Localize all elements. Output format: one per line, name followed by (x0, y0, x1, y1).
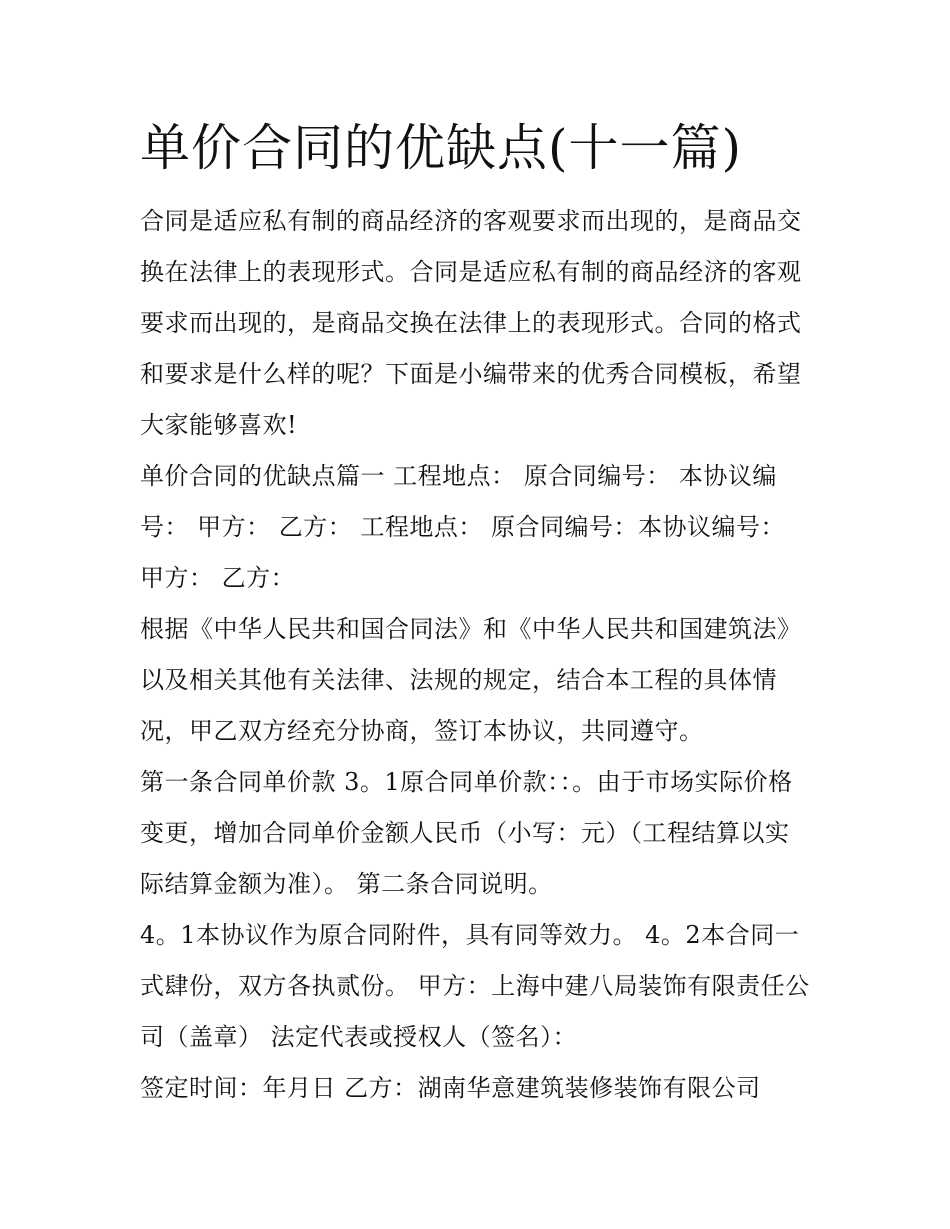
document-title: 单价合同的优缺点(十一篇) (140, 119, 743, 177)
paragraph-intro: 合同是适应私有制的商品经济的客观要求而出现的，是商品交换在法律上的表现形式。合同是适应私有制的商品经济的客观要求而出现的，是商品交换在法律上的表现形式。合同的格式和要求是什么样的呢？下面是小编带来的优秀合同模板，希望大家能够喜欢! (140, 207, 802, 439)
document-body (140, 196, 812, 1114)
paragraph-legal-basis: 根据《中华人民共和国合同法》和《中华人民共和国建筑法》以及相关其他有关法律、法规的规定，结合本工程的具体情况，甲乙双方经充分协商，签订本协议，共同遵守。 (140, 615, 802, 745)
paragraph-agreement-effect: 4。1本协议作为原合同附件，具有同等效力。 4。2本合同一式肆份，双方各执贰份。 甲方：上海中建八局装饰有限责任公司（盖章） 法定代表或授权人（签名）： (140, 921, 810, 1051)
paragraph-signing: 签定时间：年月日 乙方：湖南华意建筑装修装饰有限公司 (140, 1074, 761, 1102)
paragraph-article-one-header: 单价合同的优缺点篇一 工程地点： 原合同编号： 本协议编号： 甲方： 乙方： 工程地点： 原合同编号：本协议编号： 甲方： 乙方： (140, 462, 786, 592)
paragraph-unit-price: 第一条合同单价款 3。1原合同单价款：：。由于市场实际价格变更，增加合同单价金额人民币（小写：元）（工程结算以实际结算金额为准）。 第二条合同说明。 (140, 768, 793, 898)
